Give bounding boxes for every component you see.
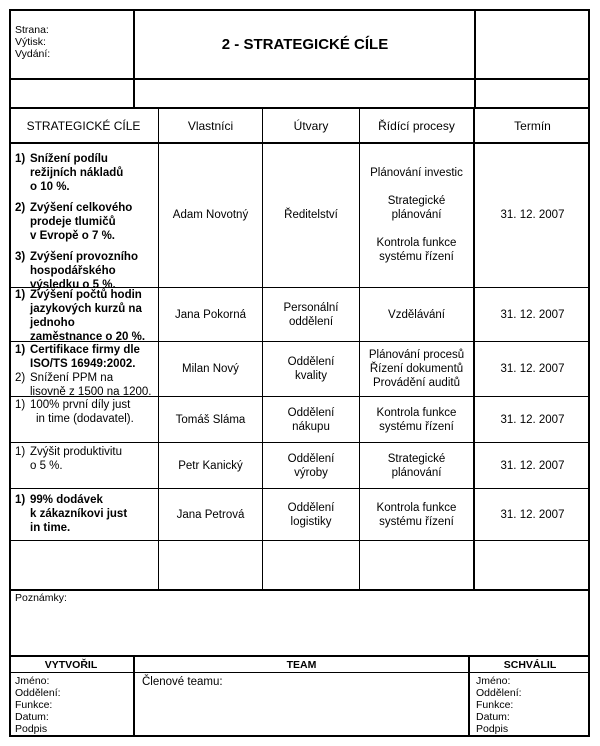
unit-line: Personální	[283, 301, 339, 314]
header-divider-left	[133, 9, 135, 109]
process-line: Kontrola funkce	[376, 406, 457, 419]
team-header: TEAM	[286, 658, 317, 671]
unit-line: logistiky	[290, 515, 332, 528]
unit-line: Oddělení	[287, 356, 335, 368]
goal-line: Zvýšení provozního	[30, 251, 138, 263]
row-rule-6	[9, 540, 590, 541]
field-podpis: Podpis	[476, 723, 509, 735]
process-cell	[360, 443, 473, 488]
goal-number: 2)	[15, 202, 26, 214]
process-line: plánování	[391, 466, 442, 479]
col-header-units: Útvary	[293, 118, 329, 133]
table-row-6-goals	[15, 493, 157, 535]
field-funkce: Funkce:	[15, 699, 53, 711]
goal-number: 2)	[15, 372, 26, 384]
goal-line: výsledku o 5 %.	[30, 279, 116, 291]
goal-line: Zvýšit produktivitu	[30, 446, 123, 458]
goal-line: prodeje tlumičů	[30, 216, 116, 228]
goal-line: jazykových kurzů na	[30, 303, 142, 315]
notes-area[interactable]	[11, 604, 588, 654]
team-members-label: Členové teamu:	[142, 676, 223, 688]
goal-line: Snížení PPM na	[30, 372, 114, 384]
deadline-cell: 31. 12. 2007	[500, 363, 565, 375]
goal-line: režijních nákladů	[30, 167, 124, 179]
process-line: Plánování procesů	[368, 349, 465, 361]
meta-block	[15, 24, 50, 60]
unit-cell	[263, 397, 359, 442]
col-header-goals: STRATEGICKÉ CÍLE	[26, 118, 141, 133]
unit-cell	[263, 489, 359, 540]
goal-line: Snížení podílu	[30, 153, 108, 165]
process-line: Řízení dokumentů	[369, 363, 464, 375]
field-podpis: Podpis	[15, 723, 48, 735]
goal-number: 1)	[15, 153, 26, 165]
goal-number: 1)	[15, 446, 26, 458]
process-line: Strategické	[387, 452, 446, 465]
table-row-4-goals	[15, 398, 157, 426]
owner-cell: Petr Kanický	[178, 459, 243, 472]
process-line: Strategické	[387, 195, 446, 207]
goal-line: Certifikace firmy dle	[30, 344, 140, 356]
deadline-cell: 31. 12. 2007	[500, 209, 565, 221]
goal-line: 100% první díly just	[30, 399, 131, 411]
goal-line: v Evropě o 7 %.	[30, 230, 116, 242]
goal-number: 1)	[15, 344, 26, 356]
field-funkce: Funkce:	[476, 699, 514, 711]
unit-line: oddělení	[288, 315, 334, 328]
deadline-cell: 31. 12. 2007	[500, 459, 565, 472]
owner-cell: Adam Novotný	[172, 209, 249, 221]
table-bottom-rule	[9, 589, 590, 591]
process-cell: Vzdělávání	[388, 308, 445, 321]
unit-cell: Ředitelství	[284, 209, 338, 221]
page-title: 2 - STRATEGICKÉ CÍLE	[221, 36, 389, 53]
col-header-deadline: Termín	[514, 118, 551, 133]
goal-line: Zvýšení celkového	[30, 202, 133, 214]
field-jmeno: Jméno:	[476, 675, 511, 687]
field-jmeno: Jméno:	[15, 675, 50, 687]
goal-line: Zvýšení počtů hodin	[30, 289, 142, 301]
unit-line: Oddělení	[287, 406, 335, 419]
unit-line: Oddělení	[287, 452, 335, 465]
table-row-1-goals	[15, 152, 157, 292]
footer-header-rule	[9, 672, 590, 673]
process-line: plánování	[391, 209, 442, 221]
field-datum: Datum:	[476, 711, 510, 723]
created-by-header: VYTVOŘIL	[44, 658, 98, 671]
goal-line: k zákazníkovi just	[30, 508, 128, 520]
unit-line: nákupu	[292, 420, 330, 433]
field-oddeleni: Oddělení:	[15, 687, 61, 699]
process-cell	[360, 489, 473, 540]
meta-vytisk: Výtisk:	[15, 36, 46, 48]
goal-line: 99% dodávek	[30, 494, 103, 506]
unit-line: výroby	[294, 466, 328, 479]
process-line: systému řízení	[379, 251, 454, 263]
approved-by-fields	[476, 675, 522, 735]
deadline-cell: 31. 12. 2007	[500, 413, 565, 426]
notes-label: Poznámky:	[15, 592, 67, 604]
header-rule	[9, 78, 590, 80]
goal-number: 3)	[15, 251, 26, 263]
unit-cell	[263, 342, 359, 396]
unit-cell	[263, 288, 359, 341]
table-row-2-goals	[15, 288, 157, 344]
table-row-5-goals	[15, 445, 157, 473]
process-line: systému řízení	[379, 515, 454, 528]
goal-line: in time (dodavatel).	[36, 413, 134, 425]
process-cell	[360, 166, 473, 264]
col-header-processes: Řídící procesy	[378, 118, 455, 133]
meta-strana: Strana:	[15, 24, 49, 36]
field-datum: Datum:	[15, 711, 49, 723]
process-line: Plánování investic	[370, 167, 463, 179]
process-cell	[360, 397, 473, 442]
header-divider-right	[474, 9, 476, 109]
goal-number: 1)	[15, 494, 26, 506]
deadline-cell: 31. 12. 2007	[500, 308, 565, 321]
process-cell	[360, 342, 473, 396]
goal-number: 1)	[15, 399, 26, 411]
process-line: Kontrola funkce	[376, 237, 457, 249]
approved-by-header: SCHVÁLIL	[503, 658, 557, 671]
meta-vydani: Vydání:	[15, 48, 51, 60]
deadline-cell: 31. 12. 2007	[500, 508, 565, 521]
process-line: Kontrola funkce	[376, 501, 457, 514]
goal-line: in time.	[30, 522, 71, 534]
created-by-fields	[15, 675, 61, 735]
field-oddeleni: Oddělení:	[476, 687, 522, 699]
unit-cell	[263, 443, 359, 488]
unit-line: kvality	[295, 370, 327, 382]
owner-cell: Jana Petrová	[176, 508, 245, 521]
goal-line: zaměstnance o 20 %.	[30, 331, 146, 343]
table-row-3-goals	[15, 343, 159, 399]
unit-line: Oddělení	[287, 501, 335, 514]
owner-cell: Jana Pokorná	[175, 308, 246, 321]
process-line: systému řízení	[379, 420, 454, 433]
goal-number: 1)	[15, 289, 26, 301]
goal-line: jednoho	[30, 317, 75, 329]
goal-line: lisovně z 1500 na 1200.	[30, 386, 152, 398]
owner-cell: Milan Nový	[182, 363, 239, 375]
process-line: Provádění auditů	[373, 377, 460, 389]
goal-line: ISO/TS 16949:2002.	[30, 358, 136, 370]
goal-line: o 10 %.	[30, 181, 70, 193]
owner-cell: Tomáš Sláma	[175, 413, 246, 426]
goal-line: o 5 %.	[30, 460, 63, 472]
col-header-owners: Vlastníci	[187, 118, 234, 133]
goal-line: hospodářského	[30, 265, 116, 277]
